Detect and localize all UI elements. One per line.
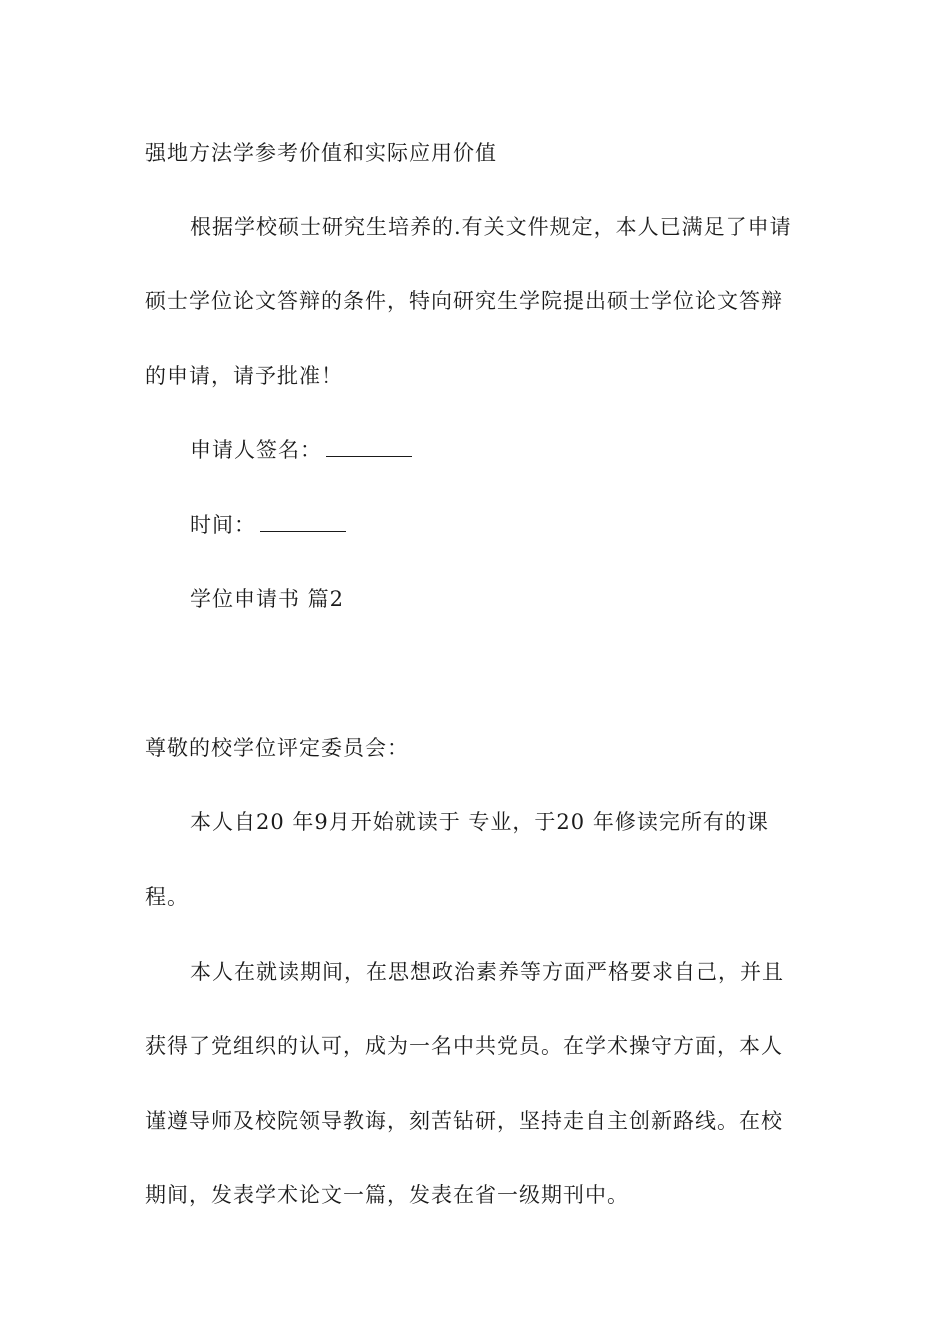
signature-blank[interactable]: [326, 438, 412, 457]
paragraph-line: 根据学校硕士研究生培养的.有关文件规定，本人已满足了申请: [190, 215, 792, 239]
paragraph-line: 谨遵导师及校院领导教诲，刻苦钻研，坚持走自主创新路线。在校: [145, 1109, 783, 1133]
paragraph-line: 本人自20 年9月开始就读于 专业，于20 年修读完所有的课: [190, 810, 769, 834]
paragraph-line: 程。: [145, 885, 189, 909]
section-heading: 学位申请书 篇2: [190, 587, 345, 611]
date-line: [190, 511, 346, 539]
date-label: 时间：: [190, 513, 256, 537]
paragraph-line: 的申请，请予批准！: [145, 364, 343, 388]
date-blank[interactable]: [260, 513, 346, 532]
paragraph-line: 强地方法学参考价值和实际应用价值: [145, 141, 497, 165]
paragraph-line: 本人在就读期间，在思想政治素养等方面严格要求自己，并且: [190, 960, 784, 984]
salutation: 尊敬的校学位评定委员会：: [145, 736, 409, 760]
paragraph-line: 硕士学位论文答辩的条件，特向研究生学院提出硕士学位论文答辩: [145, 289, 783, 313]
signature-line: [190, 436, 412, 464]
paragraph-line: 获得了党组织的认可，成为一名中共党员。在学术操守方面，本人: [145, 1034, 783, 1058]
paragraph-line: 期间，发表学术论文一篇，发表在省一级期刊中。: [145, 1183, 629, 1207]
signature-label: 申请人签名：: [190, 438, 322, 462]
